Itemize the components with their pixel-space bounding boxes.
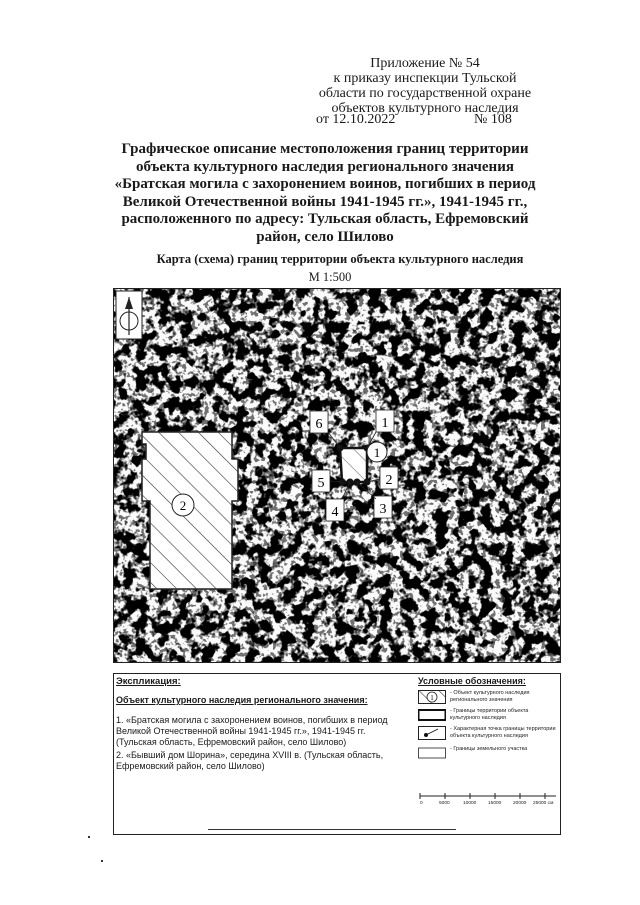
svg-text:5000: 5000	[439, 801, 450, 806]
symbol-row-parcel	[418, 746, 558, 764]
point-label-3	[374, 496, 392, 518]
boundary-point-icon	[418, 726, 446, 740]
svg-text:15000: 15000	[488, 801, 502, 806]
point-label-6	[310, 411, 328, 433]
explication	[116, 676, 406, 772]
svg-text:4: 4	[331, 505, 339, 520]
document-title	[90, 141, 560, 246]
point-label-2	[380, 467, 398, 489]
symbol-row-territory	[418, 708, 558, 726]
symbol-row-point	[418, 726, 558, 744]
svg-text:5: 5	[317, 476, 325, 491]
title-line: район, село Шилово	[256, 228, 394, 245]
order-date-line	[316, 112, 512, 128]
authority-line-2: объектов культурного наследия	[331, 101, 519, 116]
order-reference: к приказу инспекции Тульской	[333, 71, 517, 86]
scan-speck	[88, 836, 90, 838]
map-heading: Карта (схема) границ территории объекта культурного наследия	[156, 252, 524, 266]
north-arrow-icon	[116, 291, 142, 339]
object-1-marker	[367, 442, 387, 462]
svg-text:0: 0	[420, 801, 423, 806]
symbol-text: - Границы земельного участка	[450, 746, 528, 752]
signature-line	[208, 829, 456, 830]
object-symbol-icon	[418, 690, 446, 704]
explication-title: Экспликация:	[116, 676, 181, 687]
symbol-text: - Характерная точка границы территории объекта культурного наследия	[450, 726, 556, 739]
appendix-header	[300, 56, 550, 116]
point-label-1	[376, 410, 394, 432]
map-drawing	[114, 289, 560, 662]
title-line: Великой Отечественной войны 1941-1945 гг.», 1941-1945 гг.,	[122, 193, 528, 210]
order-date: от 12.10.2022	[316, 112, 396, 127]
title-line: объекта культурного наследия регионального значения	[136, 158, 514, 175]
symbols-title: Условные обозначения:	[418, 676, 526, 686]
symbols-legend	[418, 676, 558, 806]
svg-text:25000 см: 25000 см	[533, 801, 554, 806]
explication-item-2: 2. «Бывший дом Шорина», середина XVIII в. (Тульская область, Ефремовский район, село Шилово)	[116, 750, 384, 771]
title-line: расположенного по адресу: Тульская область, Ефремовский	[121, 211, 529, 227]
svg-text:10000: 10000	[463, 801, 477, 806]
point-label-5	[312, 470, 330, 492]
object-heading: Объект культурного наследия регионального значения:	[116, 695, 368, 705]
svg-text:1: 1	[430, 694, 434, 702]
map-area	[113, 288, 561, 663]
svg-text:20000: 20000	[513, 801, 527, 806]
authority-line: области по государственной охране	[318, 86, 532, 101]
symbol-text: - Объект культурного наследия регионального значения	[450, 690, 530, 703]
point-label-4	[326, 499, 344, 521]
appendix-number: Приложение № 54	[370, 56, 480, 71]
svg-text:2: 2	[385, 473, 393, 488]
symbol-text: - Границы территории объекта культурного наследия	[450, 708, 529, 721]
scale-bar	[418, 786, 558, 814]
title-line: Графическое описание местоположения границ территории	[121, 141, 529, 157]
svg-text:1: 1	[381, 416, 389, 431]
order-number: № 108	[474, 112, 512, 127]
explication-item-1: 1. «Братская могила с захоронением воинов, погибших в период Великой Отечественной войны 1941-1945 гг.», 1941-1945 гг. (Тульская область, Ефремовский район, село Шилово)	[116, 715, 388, 747]
object-2-marker	[172, 494, 194, 516]
legend-panel	[113, 673, 561, 835]
svg-text:1: 1	[373, 445, 381, 460]
svg-text:3: 3	[379, 502, 387, 517]
symbol-row-object	[418, 690, 558, 708]
territory-boundary-icon	[418, 708, 446, 722]
svg-text:2: 2	[179, 498, 187, 513]
title-line: «Братская могила с захоронением воинов, погибших в период	[114, 176, 536, 192]
parcel-boundary-icon	[418, 746, 446, 760]
scan-speck	[101, 860, 103, 862]
object-1-boundary	[337, 445, 371, 486]
svg-text:6: 6	[315, 417, 323, 432]
map-scale: М 1:500	[308, 270, 352, 284]
